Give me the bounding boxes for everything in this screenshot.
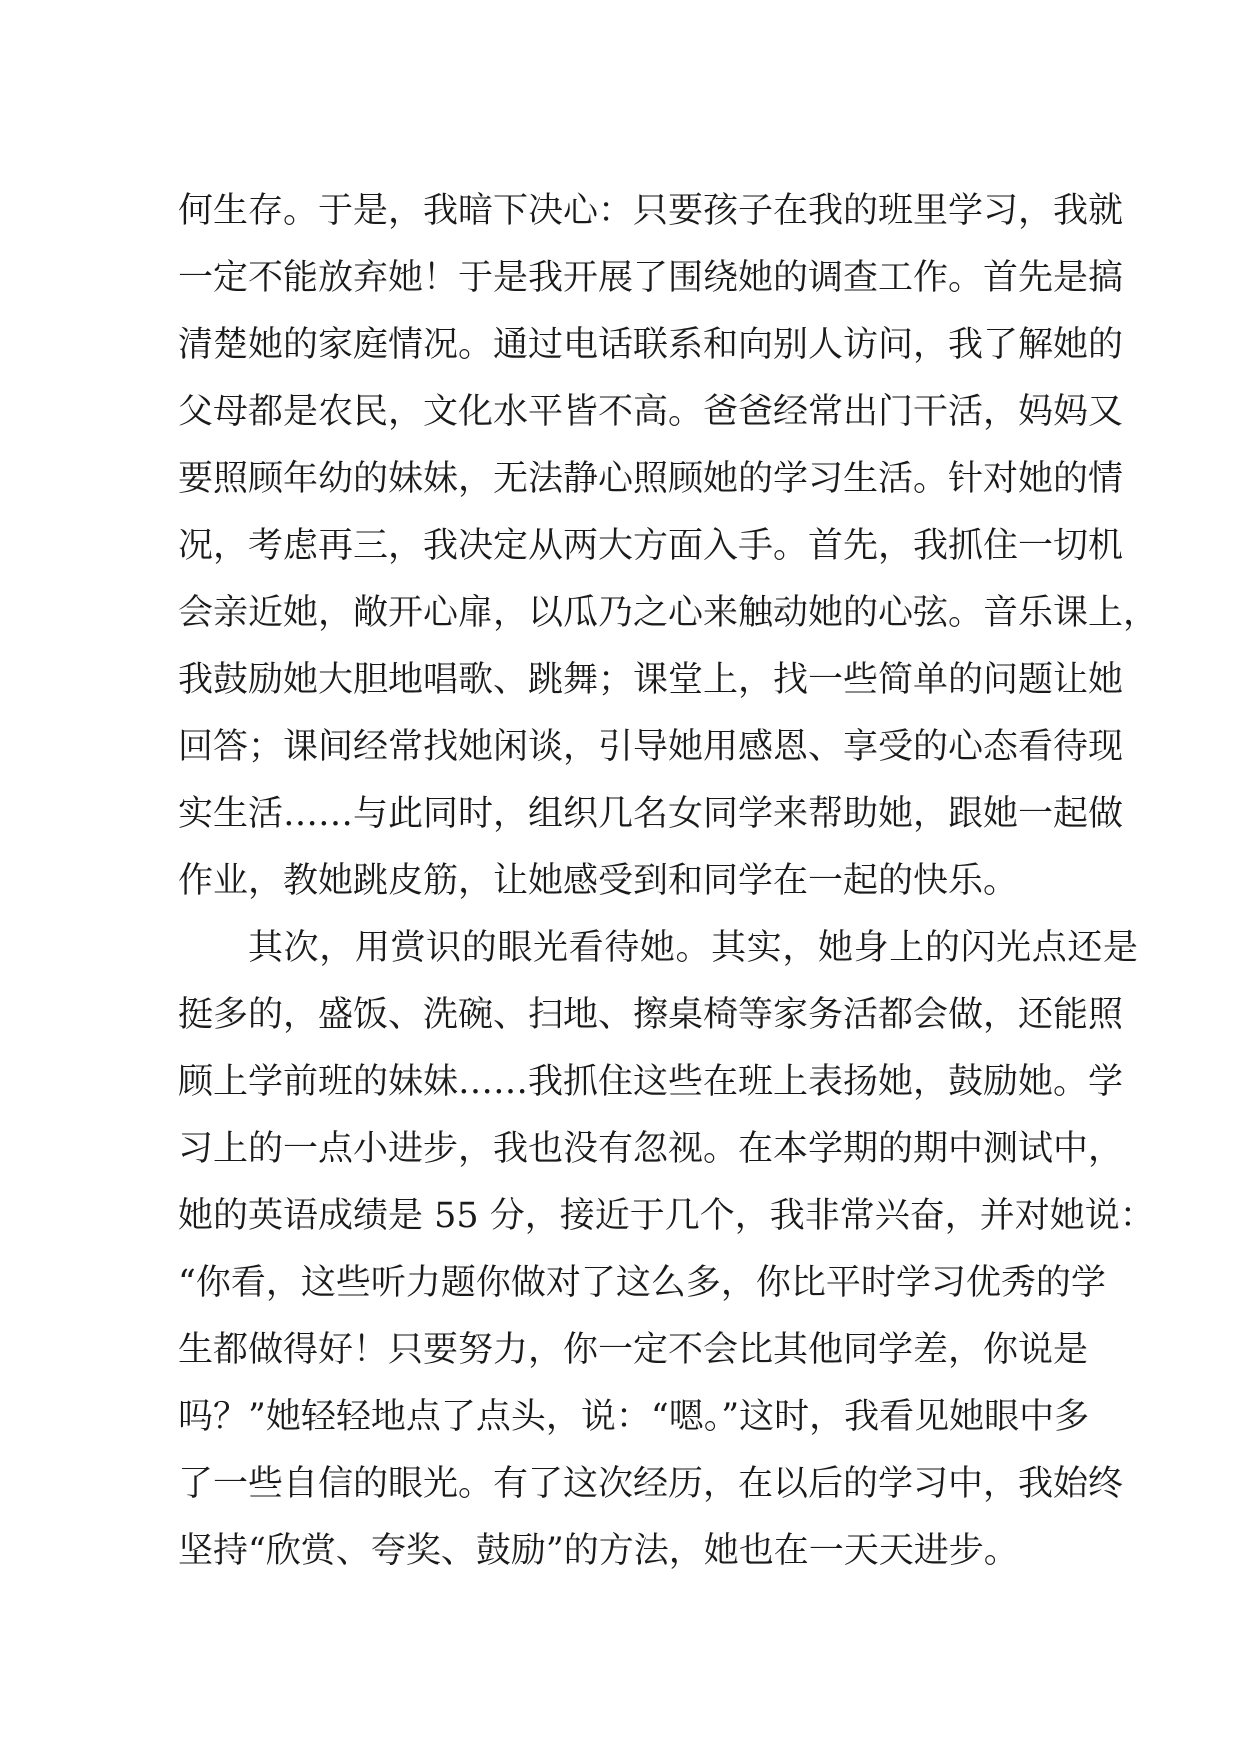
text-line: 吗？”她轻轻地点了点头，说：“嗯。”这时，我看见她眼中多: [178, 1397, 1090, 1437]
text-line: 她的英语成绩是 55 分，接近于几个，我非常兴奋，并对她说：: [178, 1196, 1155, 1236]
text-line: 生都做得好！只要努力，你一定不会比其他同学差，你说是: [178, 1330, 1089, 1370]
text-line: 况，考虑再三，我决定从两大方面入手。首先，我抓住一切机: [178, 526, 1124, 566]
text-line: 父母都是农民，文化水平皆不高。爸爸经常出门干活，妈妈又: [178, 392, 1124, 432]
text-line: 了一些自信的眼光。有了这次经历，在以后的学习中，我始终: [178, 1464, 1124, 1504]
text-line: 一定不能放弃她！于是我开展了围绕她的调查工作。首先是搞: [178, 258, 1124, 298]
text-line: 坚持“欣赏、夸奖、鼓励”的方法，她也在一天天进步。: [178, 1531, 1019, 1571]
text-line: 顾上学前班的妹妹……我抓住这些在班上表扬她，鼓励她。学: [178, 1062, 1124, 1102]
text-line: 作业，教她跳皮筋，让她感受到和同学在一起的快乐。: [178, 861, 1019, 901]
text-line: 回答；课间经常找她闲谈，引导她用感恩、享受的心态看待现: [178, 727, 1124, 767]
text-line: 挺多的，盛饭、洗碗、扫地、擦桌椅等家务活都会做，还能照: [178, 995, 1124, 1035]
text-line: “你看，这些听力题你做对了这么多，你比平时学习优秀的学: [178, 1263, 1106, 1303]
text-line: 我鼓励她大胆地唱歌、跳舞；课堂上，找一些简单的问题让她: [178, 660, 1124, 700]
text-line: 实生活……与此同时，组织几名女同学来帮助她，跟她一起做: [178, 794, 1124, 834]
paragraph-start-line: 其次，用赏识的眼光看待她。其实，她身上的闪光点还是: [248, 928, 1138, 968]
text-line: 要照顾年幼的妹妹，无法静心照顾她的学习生活。针对她的情: [178, 459, 1124, 499]
text-line: 清楚她的家庭情况。通过电话联系和向别人访问，我了解她的: [178, 325, 1124, 365]
text-line: 会亲近她，敞开心扉，以瓜乃之心来触动她的心弦。音乐课上，: [178, 593, 1159, 633]
text-line: 习上的一点小进步，我也没有忽视。在本学期的期中测试中，: [178, 1129, 1124, 1169]
text-line: 何生存。于是，我暗下决心：只要孩子在我的班里学习，我就: [178, 191, 1124, 231]
body-text: [178, 178, 1159, 1585]
